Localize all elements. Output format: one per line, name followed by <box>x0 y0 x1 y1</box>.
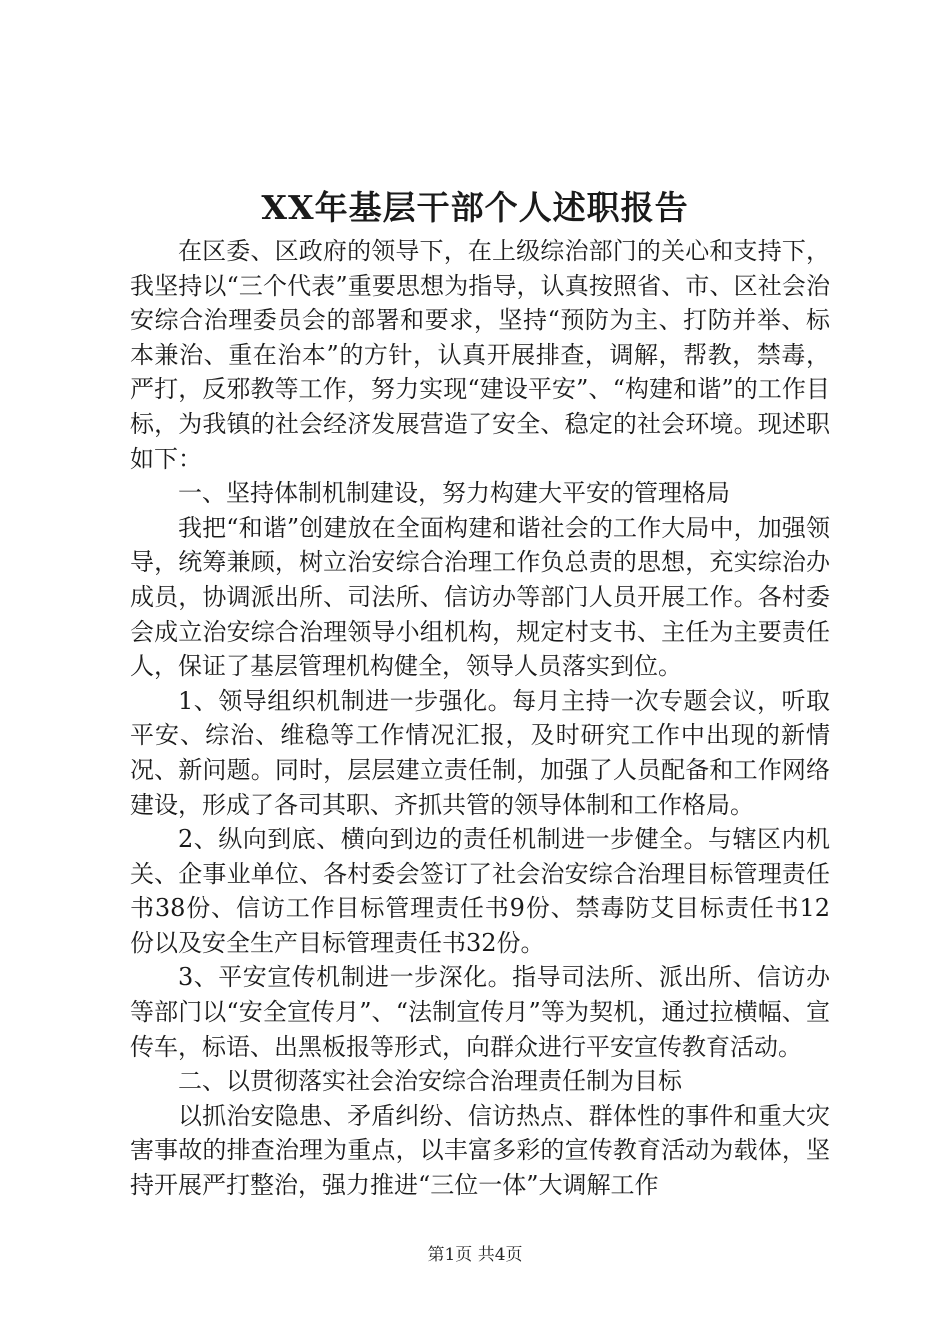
paragraph-section-2: 以抓治安隐患、矛盾纠纷、信访热点、群体性的事件和重大灾害事故的排查治理为重点，以丰富多彩的宣传教育活动为载体，坚持开展严打整治，强力推进“三位一体”大调解工作 <box>130 1101 830 1200</box>
paragraph-section-1: 我把“和谐”创建放在全面构建和谐社会的工作大局中，加强领导，统筹兼顾，树立治安综合治理工作负总责的思想，充实综治办成员，协调派出所、司法所、信访办等部门人员开展工作。各村委会成立治安综合治理领导小组机构，规定村支书、主任为主要责任人，保证了基层管理机构健全，领导人员落实到位。 <box>130 513 830 681</box>
section-heading-1: 一、坚持体制机制建设，努力构建大平安的管理格局 <box>178 479 730 508</box>
document-body <box>130 234 830 1203</box>
section-heading-2: 二、以贯彻落实社会治安综合治理责任制为目标 <box>178 1067 682 1096</box>
paragraph-item-3: 3、平安宣传机制进一步深化。指导司法所、派出所、信访办等部门以“安全宣传月”、“法制宣传月”等为契机，通过拉横幅、宣传车，标语、出黑板报等形式，向群众进行平安宣传教育活动。 <box>130 963 830 1061</box>
document-title: XX年基层干部个人述职报告 <box>261 188 689 227</box>
page-number-footer: 第1页 共4页 <box>427 1245 523 1265</box>
paragraph-item-2: 2、纵向到底、横向到边的责任机制进一步健全。与辖区内机关、企事业单位、各村委会签订了社会治安综合治理目标管理责任书38份、信访工作目标管理责任书9份、禁毒防艾目标责任书12份以及安全生产目标管理责任书32份。 <box>130 825 830 957</box>
paragraph-item-1: 1、领导组织机制进一步强化。每月主持一次专题会议，听取平安、综治、维稳等工作情况汇报，及时研究工作中出现的新情况、新问题。同时，层层建立责任制，加强了人员配备和工作网络建设，形成了各司其职、齐抓共管的领导体制和工作格局。 <box>130 686 830 819</box>
paragraph-intro: 在区委、区政府的领导下，在上级综治部门的关心和支持下，我坚持以“三个代表”重要思想为指导，认真按照省、市、区社会治安综合治理委员会的部署和要求，坚持“预防为主、打防并举、标本兼治、重在治本”的方针，认真开展排查，调解，帮教，禁毒，严打，反邪教等工作，努力实现“建设平安”、“构建和谐”的工作目标，为我镇的社会经济发展营造了安全、稳定的社会环境。现述职如下： <box>130 237 830 473</box>
